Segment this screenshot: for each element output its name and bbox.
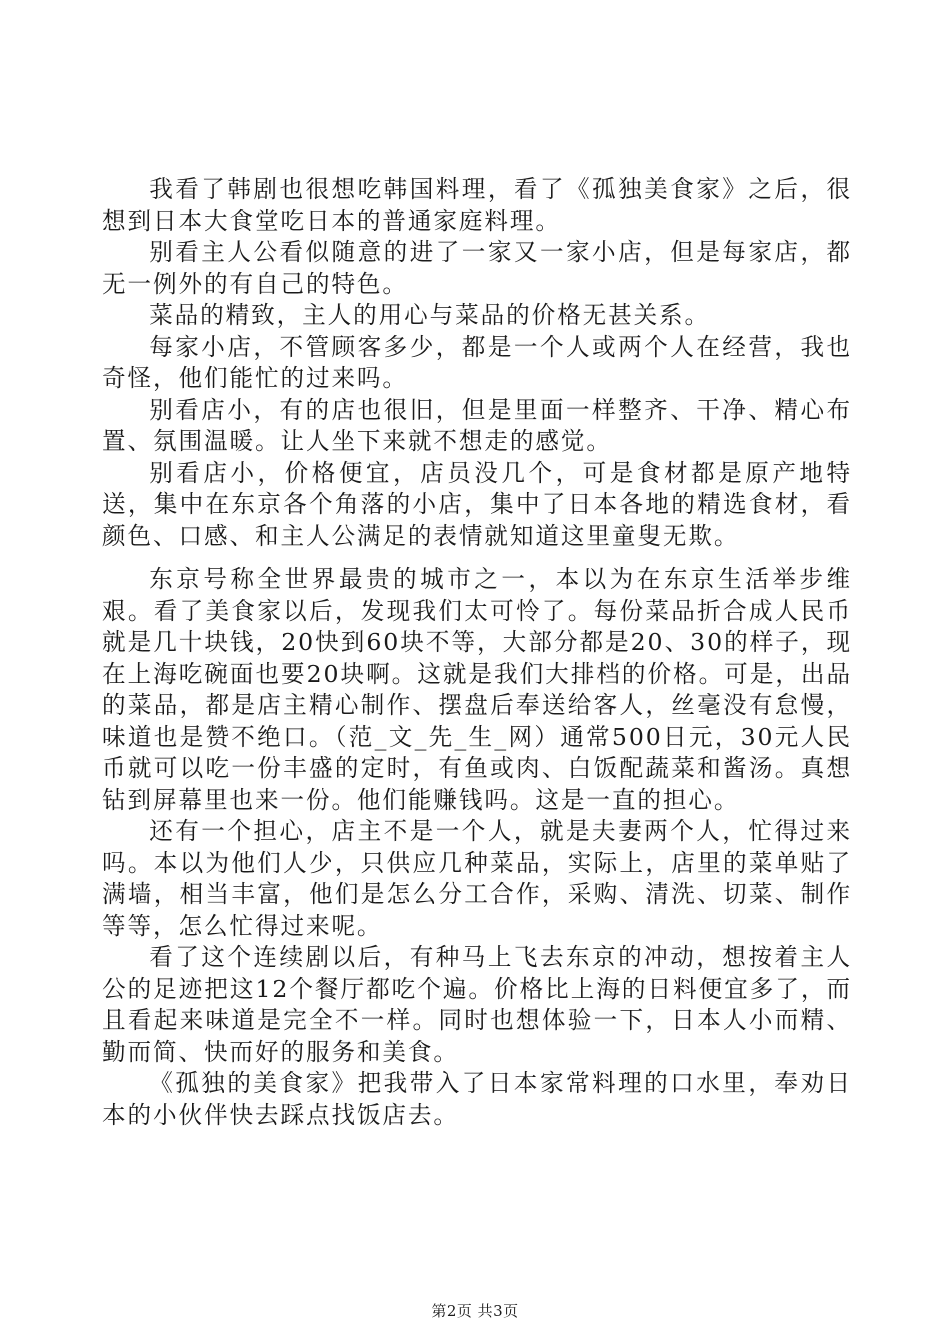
paragraph: 看了这个连续剧以后，有种马上飞去东京的冲动，想按着主人公的足迹把这12个餐厅都吃个遍。价格比上海的日料便宜多了，而且看起来味道是完全不一样。同时也想体验一下，日本人小而精、勤而简、快而好的服务和美食。 <box>102 943 852 1066</box>
paragraph: 别看店小，有的店也很旧，但是里面一样整齐、干净、精心布置、氛围温暖。让人坐下来就不想走的感觉。 <box>102 395 852 455</box>
paragraph: 《孤独的美食家》把我带入了日本家常料理的口水里，奉劝日本的小伙伴快去踩点找饭店去。 <box>102 1069 852 1129</box>
paragraph: 每家小店，不管顾客多少，都是一个人或两个人在经营，我也奇怪，他们能忙的过来吗。 <box>102 332 852 392</box>
page-footer: 第2页 共3页 <box>431 1302 519 1320</box>
paragraph: 别看店小，价格便宜，店员没几个，可是食材都是原产地特送，集中在东京各个角落的小店，集中了日本各地的精选食材，看颜色、口感、和主人公满足的表情就知道这里童叟无欺。 <box>102 458 852 550</box>
body-section-b <box>102 564 852 1131</box>
paragraph: 菜品的精致，主人的用心与菜品的价格无甚关系。 <box>149 301 711 329</box>
paragraph: 我看了韩剧也很想吃韩国料理，看了《孤独美食家》之后，很想到日本大食堂吃日本的普通家庭料理。 <box>102 175 852 235</box>
body-section-a <box>102 174 852 552</box>
paragraph: 别看主人公看似随意的进了一家又一家小店，但是每家店，都无一例外的有自己的特色。 <box>102 238 852 298</box>
paragraph: 还有一个担心，店主不是一个人，就是夫妻两个人，忙得过来吗。本以为他们人少，只供应几种菜品，实际上，店里的菜单贴了满墙，相当丰富，他们是怎么分工合作，采购、清洗、切菜、制作等等，怎么忙得过来呢。 <box>102 817 852 940</box>
paragraph: 东京号称全世界最贵的城市之一，本以为在东京生活举步维艰。看了美食家以后，发现我们太可怜了。每份菜品折合成人民币就是几十块钱，20快到60块不等，大部分都是20、30的样子，现在上海吃碗面也要20块啊。这就是我们大排档的价格。可是，出品的菜品，都是店主精心制作、摆盘后奉送给客人，丝毫没有怠慢，味道也是赞不绝口。（范_文_先_生_网）通常500日元，30元人民币就可以吃一份丰盛的定时，有鱼或肉、白饭配蔬菜和酱汤。真想钻到屏幕里也来一份。他们能赚钱吗。这是一直的担心。 <box>102 565 852 814</box>
